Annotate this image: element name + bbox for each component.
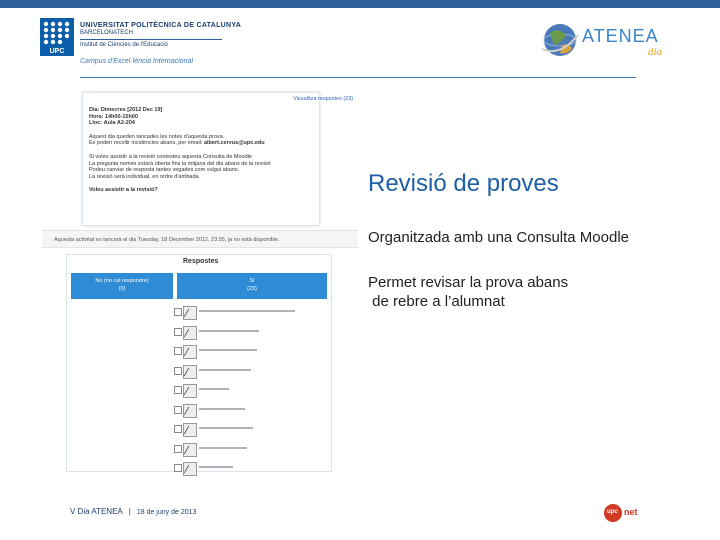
avatar-icon bbox=[183, 306, 197, 320]
upcnet-dot-text: upc bbox=[607, 509, 618, 515]
avatar-icon bbox=[183, 365, 197, 379]
instruction-line-4: La revisió serà individual, en ordre d'arribada. bbox=[89, 173, 201, 180]
list-item bbox=[173, 401, 323, 421]
list-item bbox=[173, 459, 323, 479]
avatar-icon bbox=[183, 326, 197, 340]
list-item bbox=[173, 381, 323, 401]
slide-point-1: Organitzada amb una Consulta Moodle bbox=[368, 229, 629, 246]
upc-logo-icon bbox=[40, 18, 74, 56]
avatar-icon bbox=[183, 384, 197, 398]
blurred-name bbox=[199, 369, 251, 371]
instruction-line-3: Podeu canviar de resposta tantes vegades com vulgui abans. bbox=[89, 167, 240, 174]
responses-screenshot bbox=[66, 254, 332, 472]
list-item bbox=[173, 420, 323, 440]
list-item bbox=[173, 323, 323, 343]
column-yes-count: (23) bbox=[247, 286, 257, 292]
instruction-line-1: Si voleu assistir a la revisió contesteu aquesta Consulta de Moodle bbox=[89, 153, 252, 160]
column-yes bbox=[177, 273, 327, 299]
checkbox-icon[interactable] bbox=[174, 347, 182, 355]
place-line: Lloc: Aula A2-204 bbox=[89, 120, 135, 127]
institute-name: Institut de Ciències de l'Educació bbox=[80, 42, 168, 48]
university-line1: UNIVERSITAT POLITÈCNICA DE CATALUNYA bbox=[80, 22, 242, 29]
checkbox-icon[interactable] bbox=[174, 425, 182, 433]
checkbox-icon[interactable] bbox=[174, 328, 182, 336]
upcnet-wordmark: net bbox=[624, 507, 638, 517]
top-bar bbox=[0, 0, 720, 8]
avatar-icon bbox=[183, 443, 197, 457]
blurred-name bbox=[199, 427, 253, 429]
atenea-globe-icon bbox=[542, 24, 578, 56]
footer-separator: | bbox=[128, 507, 131, 516]
svg-text:UPC: UPC bbox=[49, 48, 65, 55]
instruction-line-2: La pregunta només estarà oberta fins la mitjana del dia abans de la revisió bbox=[89, 160, 271, 167]
column-no-label: No (no cal respondre) bbox=[95, 278, 149, 284]
list-item bbox=[173, 342, 323, 362]
checkbox-icon[interactable] bbox=[174, 386, 182, 394]
avatar-icon bbox=[183, 345, 197, 359]
moodle-choice-screenshot bbox=[82, 92, 354, 226]
avatar-icon bbox=[183, 462, 197, 476]
contact-email[interactable]: albert.cervus@upc.edu bbox=[203, 140, 265, 147]
blurred-name bbox=[199, 466, 233, 468]
question-text: Voleu assistir a la revisió? bbox=[89, 187, 158, 194]
upcnet-logo-icon bbox=[604, 504, 674, 522]
avatar-icon bbox=[183, 404, 197, 418]
blurred-name bbox=[199, 310, 295, 312]
checkbox-icon[interactable] bbox=[174, 367, 182, 375]
availability-note: Aquesta activitat es tancarà el dia Tuesday, 18 December 2012, 23:55, ja no està disponible. bbox=[42, 230, 358, 248]
avatar-icon bbox=[183, 423, 197, 437]
response-list bbox=[173, 303, 323, 479]
column-no-count: (0) bbox=[118, 286, 126, 292]
blurred-name bbox=[199, 408, 245, 410]
column-yes-label: Sí bbox=[249, 278, 255, 284]
header-divider bbox=[80, 77, 636, 78]
footer-date: 18 de juny de 2013 bbox=[136, 509, 197, 516]
footer-event: V Dia ATENEA bbox=[70, 507, 123, 516]
blurred-name bbox=[199, 330, 259, 332]
notes-closed-text: Aquest dia queden tancades les notes d'aquesta prova. bbox=[89, 133, 225, 140]
university-line2: BARCELONATECH bbox=[80, 30, 133, 36]
slide-title: Revisió de proves bbox=[368, 170, 559, 197]
choice-description bbox=[89, 107, 311, 219]
university-name bbox=[80, 22, 241, 48]
checkbox-icon[interactable] bbox=[174, 464, 182, 472]
list-item bbox=[173, 303, 323, 323]
campus-label: Campus d'Excel·lència Internacional bbox=[80, 58, 194, 65]
checkbox-icon[interactable] bbox=[174, 308, 182, 316]
responses-title: Respostes bbox=[183, 258, 219, 265]
checkbox-icon[interactable] bbox=[174, 445, 182, 453]
blurred-name bbox=[199, 388, 229, 390]
incidents-text: Es poden recollir incidències abans, per email: albert.cervus@upc.edu bbox=[89, 140, 265, 147]
atenea-sub: dia bbox=[648, 46, 663, 58]
atenea-logo bbox=[540, 15, 700, 65]
atenea-wordmark: ATENEA bbox=[582, 26, 659, 46]
checkbox-icon[interactable] bbox=[174, 406, 182, 414]
date-line: Dia: Dimecres [2012 Dec 19] bbox=[89, 107, 163, 113]
blurred-name bbox=[199, 447, 247, 449]
list-item bbox=[173, 362, 323, 382]
footer bbox=[70, 507, 196, 516]
time-line: Hora: 14h00-15h00 bbox=[89, 113, 138, 120]
view-responses-link[interactable]: Visualitza respostes (23) bbox=[293, 96, 354, 102]
divider bbox=[80, 39, 222, 40]
list-item bbox=[173, 440, 323, 460]
blurred-name bbox=[199, 349, 257, 351]
slide-point-2: Permet revisar la prova abans de rebre a l’alumnat bbox=[368, 274, 569, 310]
column-no bbox=[71, 273, 173, 299]
